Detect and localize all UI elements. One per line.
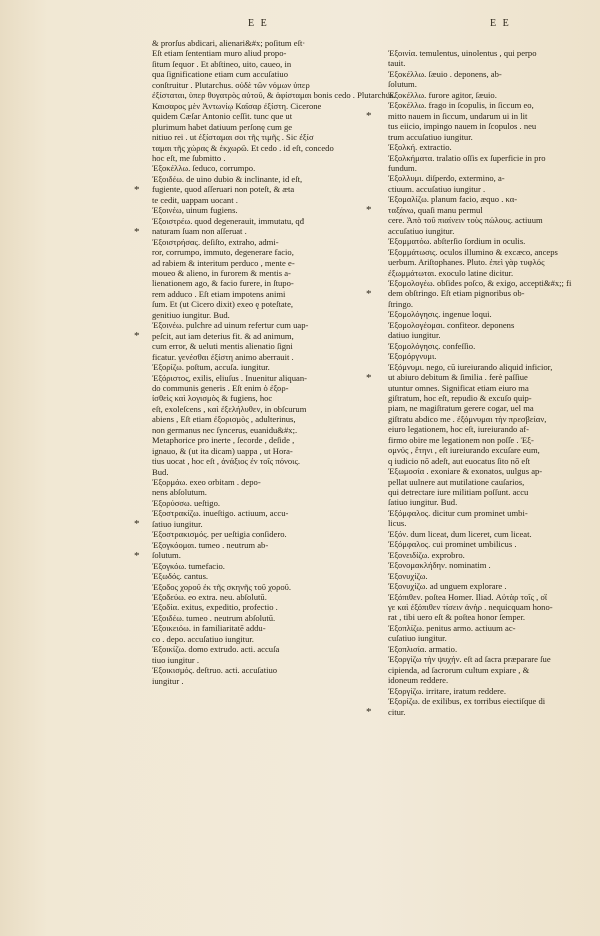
entry-line: Ἐξονυχίζω. ad unguem explorare .: [388, 581, 507, 592]
entry-line: ἐξωμμάτωται. exoculo latine dicitur.: [388, 267, 514, 278]
entry-line: utuntur omnes. Significat etiam eiuro ma: [388, 382, 529, 393]
dictionary-entry: [152, 529, 370, 539]
dictionary-entry: [152, 163, 370, 173]
running-head-right: E E: [490, 18, 511, 29]
dictionary-entry: [388, 508, 582, 529]
dictionary-entry: [388, 539, 582, 549]
dictionary-entry: [388, 623, 582, 644]
dictionary-entry: [388, 173, 582, 194]
entry-line: ſitum ſequor . Et abſtineo, uito, caueo, in: [152, 58, 292, 69]
entry-line: moueo & alieno, in furorem & mentis a-: [152, 267, 291, 278]
entry-line: fundum.: [388, 162, 417, 173]
entry-line: quidem Cæſar Antonio ceſſit. tunc que ut: [152, 111, 293, 122]
entry-line: abiens , Eſt etiam ἐξορισμὸς , adulterinus,: [152, 414, 296, 425]
entry-line: do communis generis . Eſt enim ὁ ἐξορ-: [152, 382, 289, 393]
dictionary-entry: [152, 508, 370, 529]
entry-line: accuſatiuo iungitur.: [388, 225, 455, 236]
entry-line: co . depo. accuſatiuo iungitur.: [152, 633, 254, 644]
entry-line: datiuo iungitur.: [388, 330, 441, 341]
entry-line: Ἐξομολόγησις. confeſſio.: [388, 340, 476, 351]
entry-line: Ἐξόμφαλος. cui prominet umbilicus .: [388, 539, 517, 550]
dictionary-entry: [388, 194, 582, 236]
entry-line: ταμαι τῆς χώρας & ἐκχωρῶ. Et cedo . id eſt, concedo: [152, 142, 334, 153]
entry-line: * Ἐξοιδέω. de uino dubio & inclinante, id eſt,: [152, 174, 370, 184]
entry-line: lienationem ago, & facio furere, in ſtupo-: [152, 278, 294, 289]
entry-line: tus eiicio, impingo nauem in ſcopulos . neu: [388, 121, 537, 132]
entry-line: Ἐξοινία. temulentus, uinolentus , qui perpo: [388, 48, 537, 58]
dictionary-entry: [152, 205, 370, 215]
dictionary-entry: [152, 644, 370, 665]
entry-line: Ἐξοδεύω. eo extra. neu. abſolutū.: [152, 592, 267, 603]
entry-line: * Ἐξοστρακίζω. inueſtigo. actiuum, accu-: [152, 508, 370, 518]
entry-line: rem adduco . Eſt etiam impotens animi: [152, 288, 286, 299]
entry-line: ταξάνω, quaſi manu permul: [388, 204, 483, 215]
entry-line: Ἐξόριστος, exilis, eliuſus . Inuenitur aliquan-: [152, 372, 308, 383]
entry-line: & prorſus abdicari, alienari&#x; poſitum eſt·: [152, 38, 306, 48]
dictionary-entry: [152, 561, 370, 571]
entry-line: Ἐξονομακλήδην. nominatim .: [388, 560, 491, 571]
entry-line: Ἐξορμάω. exeo orbitam . depo-: [152, 477, 261, 488]
entry-line: Ἐξοκέλλω. ſæuio . deponens, ab-: [388, 68, 502, 79]
entry-line: plurimum habet datiuum perſonę cum ge: [152, 121, 293, 132]
entry-line: ficatur. γενέσθαι ἐξίστη animo aberrauit .: [152, 351, 294, 362]
entry-line: Ἐξοκέλλω. ſeduco, corrumpo.: [152, 163, 256, 174]
entry-line: ſolutum.: [152, 550, 181, 561]
dictionary-entry: [152, 373, 370, 478]
entry-line: idoneum reddere.: [388, 675, 449, 686]
entry-line: Bud.: [152, 466, 169, 477]
entry-line: qui detrectare iure militiam poſſunt. accu: [388, 487, 529, 498]
dictionary-entry: [388, 571, 582, 581]
entry-line: Ἐξοικίζω. domo extrudo. acti. accuſa: [152, 644, 280, 655]
dictionary-entry: [152, 571, 370, 581]
entry-line: * Ἐξογκόομαι. tumeo . neutrum ab-: [152, 540, 370, 550]
entry-line: Ἐξοπλισία. armatio.: [388, 643, 458, 654]
entry-line: Metaphorice pro inerte , ſecorde , deſide ,: [152, 435, 295, 446]
dictionary-entry: [388, 686, 582, 696]
entry-line: naturam ſuam non aſſeruat .: [152, 226, 247, 237]
entry-line: ſum. Et (ut Cicero dixit) exeo ę poteſtate,: [152, 299, 294, 310]
entry-line: trum accuſatiuo iungitur.: [388, 131, 473, 142]
left-text-column: [152, 38, 396, 686]
entry-line: Eſt etiam ſententiam muro aliud propo-: [152, 48, 287, 59]
dictionary-entry: [152, 320, 370, 362]
entry-line: ſtringo.: [388, 298, 414, 309]
entry-line: * Ἐξοιστρέω. quod degenerauit, immutatu, qđ: [152, 216, 370, 226]
entry-line: Ἐξοιστρήσας. deſiſto, extraho, admi-: [152, 236, 279, 247]
entry-line: piam, ne magiſtratum gerere cogar, uel ma: [388, 403, 534, 414]
entry-line: * Ἐξοινέω. pulchre ad uinum refertur cum uap-: [152, 320, 370, 330]
entry-line: Ἐξόμφαλος. dicitur cum prominet umbi-: [388, 507, 528, 518]
dictionary-entry: [388, 644, 582, 654]
dictionary-entry: [388, 48, 582, 69]
entry-line: peſcit, aut iam deterius fit. & ad animum,: [152, 330, 294, 341]
entry-line: ctiuum. accuſatiuo iungitur .: [388, 183, 486, 194]
entry-line: Ἐξοιδέω. tumeo . neutrum abſolutū.: [152, 612, 276, 623]
dictionary-entry: [152, 540, 370, 561]
entry-line: tauit.: [388, 58, 406, 69]
dictionary-entry: [388, 278, 582, 309]
entry-line: Ἐξολλυμι. diſperdo, extermino, a-: [388, 173, 505, 184]
entry-line: Ἐξομόργνυμι.: [388, 351, 437, 362]
entry-line: iungitur .: [152, 675, 184, 686]
entry-line: qua ſignificatione etiam cum accuſatiuo: [152, 69, 289, 80]
entry-line: Ἐξοστρακισμός. per ueſtigia conſidero.: [152, 529, 287, 540]
entry-line: licus.: [388, 518, 407, 529]
entry-line: Καισαρος μὲν Ἀντωνίῳ Καῖσαρ ἐξίστη. Cicerone: [152, 100, 322, 111]
entry-line: ſatiuo iungitur. Bud.: [388, 497, 458, 508]
entry-line: Ἐξοικισμός. deſtruo. acti. accuſatiuo: [152, 665, 278, 676]
entry-line: eiuro legationem, hoc eſt, iureiurando af-: [388, 424, 530, 435]
dictionary-entry: [152, 216, 370, 237]
dictionary-entry: [388, 592, 582, 623]
entry-line: Ἐξορίζω. poſtum, accuſa. iungitur.: [152, 362, 270, 373]
entry-line: Ἐξομμάτωσις. oculos illumino & excæco, anceps: [388, 246, 558, 257]
entry-line: giſtratum, hoc eſt, repudio & excuſo quip-: [388, 392, 532, 403]
entry-line: eſt, exoleſcens , καὶ ἐξελήλυθεν, in obſcurum: [152, 403, 307, 414]
dictionary-entry: [388, 560, 582, 570]
entry-line: Ἐξονειδίζω. exprobro.: [388, 549, 465, 560]
entry-line: Ἐξομολόγησις. ingenue loqui.: [388, 309, 492, 320]
entry-line: tiuo iungitur .: [152, 654, 200, 665]
entry-line: Ἐξοργίζω. irritare, iratum reddere.: [388, 685, 506, 696]
dictionary-entry: [152, 477, 370, 498]
entry-line: Ἐξόπιθεν. poſtea Homer. Iliad. Αὐτὰρ τοῖς , οἳ: [388, 591, 548, 602]
entry-line: Ἐξοδος χοροῦ ἐκ τῆς σκηνῆς τοῦ χοροῦ.: [152, 581, 292, 592]
dictionary-entry: [388, 153, 582, 174]
dictionary-entry: [388, 247, 582, 278]
dictionary-entry: [388, 362, 582, 508]
entry-line: Ἐξολκή. extractio.: [388, 142, 452, 153]
entry-line: Ἐξοικειόω. in familiaritatē addu-: [152, 623, 266, 634]
dictionary-entry: [388, 351, 582, 361]
entry-line: cuſatiuo iungitur.: [388, 633, 447, 644]
dictionary-entry: [388, 696, 582, 717]
entry-line: γε καὶ ἐξόπιθεν τίσειν ἀνὴρ . nequicquam hono-: [388, 602, 553, 613]
dictionary-entry: [152, 613, 370, 623]
dictionary-entry: [388, 90, 582, 100]
dictionary-entry: [388, 100, 582, 142]
dictionary-entry: [152, 582, 370, 592]
entry-line: Ἐξολκήματα. tralatio oſſis ex ſuperficie in pro: [388, 152, 546, 163]
entry-line: Ἐξογκόω. tumefacio.: [152, 560, 225, 571]
entry-line: Ἐξοκέλλω. furore agitor, ſæuio.: [388, 89, 497, 100]
entry-line: cipienda, ad ſacrorum cultum expiare , &: [388, 664, 530, 675]
entry-line: Ἐξομολογέομαι. confiteor. deponens: [388, 319, 515, 330]
entry-line: Ἐξοπλίζω. penitus armo. actiuum ac-: [388, 622, 516, 633]
dictionary-entry: [152, 665, 370, 686]
entry-line: ror, corrumpo, immuto, degenerare facio,: [152, 247, 294, 258]
entry-line: ἰσθεὶς καὶ λογισμὸς & fugiens, hoc: [152, 393, 273, 404]
entry-line: Ἐξονυχίζω.: [388, 570, 428, 581]
dictionary-entry: [152, 498, 370, 508]
entry-line: ομνύς , ἔτηνι , eſt iureiurando excuſare eum,: [388, 445, 540, 456]
dictionary-entry: [388, 236, 582, 246]
dictionary-entry: [388, 309, 582, 319]
entry-line: Ἐξωδός. cantus.: [152, 571, 209, 582]
entry-line: firmo obire me legationem non poſſe . Ἐξ-: [388, 434, 534, 445]
entry-line: Ἐξόν. dum liceat, dum liceret, cum liceat.: [388, 528, 532, 539]
dictionary-entry: [152, 174, 370, 205]
entry-line: ſolutum.: [388, 79, 417, 90]
entry-line: citur.: [388, 706, 406, 717]
entry-line: mitto nauem in ſiccum, undarum ui in lit: [388, 110, 528, 121]
entry-line: dem obſtringo. Eſt etiam pignoribus ob-: [388, 288, 525, 299]
entry-line: ἐξίσταται, ὑπερ θυγατρὸς αὐτοῦ, & ἀφίσταμαι bonis cedo . Plutarchus.: [152, 90, 396, 101]
entry-line: rat , tibi uero eſt & poſtea honor ſemper.: [388, 612, 525, 623]
entry-line: hoc eſt, me ſubmitto .: [152, 152, 226, 163]
entry-line: * Ἐξόμνυμι. nego, cū iureiurando aliquid inficior,: [388, 362, 582, 372]
entry-line: * Ἐξορίζω. de exilibus, ex torribus eiectiſque di: [388, 696, 582, 706]
entry-line: * Ἐξομαλίζω. planum facio, æquo . κα-: [388, 194, 582, 204]
entry-line: non germanus nec ſyncerus, euanidu&#x;.: [152, 424, 298, 435]
entry-line: Ἐξομματόω. abſterſio ſordium in oculis.: [388, 236, 526, 247]
entry-line: conſtruitur . Plutarchus. οὐδὲ τῶν νόμων ὑπερ: [152, 79, 310, 90]
dictionary-entry: [152, 38, 396, 163]
dictionary-entry: [388, 341, 582, 351]
entry-line: giſtratu abdico me . ἐξόμνυμαι τὴν πρεσβείαν,: [388, 413, 547, 424]
dictionary-entry: [152, 623, 370, 644]
entry-line: q iudicio nō adeſt, aut euocatus ſito nō eſt: [388, 455, 531, 466]
entry-line: nens abſolutum.: [152, 487, 207, 498]
entry-line: te cedit, uappam uocant .: [152, 194, 238, 205]
dictionary-entry: [388, 654, 582, 685]
entry-line: cere. Ἀπὸ τοῦ πιαίνειν τοὺς πώλους. actiuum: [388, 215, 543, 226]
dictionary-entry: [388, 320, 582, 341]
entry-line: fugiente, quod aſſeruari non poteſt, & æta: [152, 184, 295, 195]
entry-line: genitiuo iungitur. Bud.: [152, 309, 230, 320]
dictionary-entry: [388, 142, 582, 152]
entry-line: ut abiuro debitum & ſimilia . ferè paſſiue: [388, 372, 528, 383]
entry-line: ſatiuo iungitur.: [152, 518, 203, 529]
dictionary-entry: [152, 362, 370, 372]
entry-line: Ἐξοδία. exitus, expeditio, profectio .: [152, 602, 278, 613]
running-head-left: E E: [248, 18, 269, 29]
dictionary-entry: [388, 529, 582, 539]
entry-line: nitiuo rei . ut ἐξίσταμαι σοι τῆς τιμῆς . Sic ἐξίσ: [152, 132, 314, 143]
entry-line: Ἐξωμοσία . exoniare & exonatos, uulgus ap-: [388, 466, 543, 477]
entry-line: cum error, & ueluti mentis alienatio ſigni: [152, 341, 293, 352]
dictionary-entry: [388, 550, 582, 560]
entry-line: tius uocat , hoc eſt , ἀνάξιος ἐν τοῖς πόνοις.: [152, 456, 301, 467]
entry-line: ad rabiem & interitum perduco , mente e-: [152, 257, 295, 268]
dictionary-entry: [388, 581, 582, 591]
entry-line: Ἐξοινέω, uinum fugiens.: [152, 205, 238, 216]
entry-line: Ἐξοργίζω τὴν ψυχήν. eſt ad ſacra præparare ſue: [388, 654, 551, 665]
dictionary-entry: [152, 602, 370, 612]
dictionary-entry: [388, 69, 582, 90]
entry-line: pellat uulnere aut mutilatione cauſarios,: [388, 476, 525, 487]
entry-line: Ἐξορύσσω. ueſtigo.: [152, 497, 221, 508]
entry-line: * Ἐξομολογέω. obſides poſco, & exigo, accepti&#x;; fi: [388, 278, 582, 288]
entry-line: uerbum. Ariſtophanes. Pluto. ἐπεὶ γὰρ τυφλός: [388, 257, 545, 268]
entry-line: ignauo, & (ut ita dicam) uappa , ut Hora-: [152, 445, 293, 456]
right-text-column: [388, 48, 582, 717]
dictionary-entry: [152, 237, 370, 321]
entry-line: * Ἐξοκέλλω. frago in ſcopulis, in ſiccum eo,: [388, 100, 582, 110]
dictionary-entry: [152, 592, 370, 602]
